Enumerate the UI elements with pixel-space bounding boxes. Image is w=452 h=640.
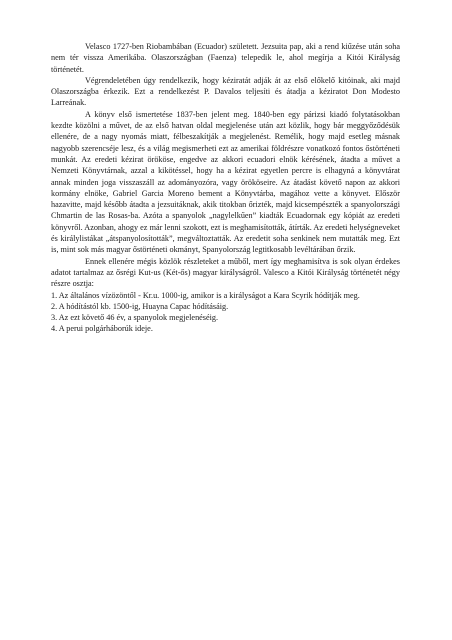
paragraph-book-history: A könyv első ismertetése 1837-ben jelent meg. 1840-ben egy párizsi kiadó folytatásokban kezdte közölni a művet, de az első hatvan oldal megjelenése után azt közlik, hogy bár meggyőződésük ellenére, de a nagy nyomás miatt, félbeszakítják a megjelenést. Remélik, hogy majd esetleg másnak nagyobb szerencséje lesz, és a világ megismerheti ezt az amerikai földrészre vonatkozó fontos őstörténeti munkát. Az eredeti kézirat örököse, engedve az akkori ecuadori elnök kérésének, átadta a művet a Nemzeti Könyvtárnak, azzal a kikötéssel, hogy ha a kézirat egyetlen percre is elhagyná a könyvtárat annak minden joga visszaszáll az adományozóra, vagy örököseire. Az átadást követő napon az akkori kormány elnöke, Gabriel Garcia Moreno bement a Könyvtárba, magához vette a könyvet. Először hazavitte, majd később átadta a jezsuitáknak, akik titokban őrizték, majd kicsempészték a spanyolországi Chmartin de las Rosas-ba. Azóta a spanyolok „nagylelkűen” kiadták Ecuadornak egy kópiát az eredeti könyvről. Azonban, ahogy ez már lenni szokott, ezt is meghamisították, átírták. Az eredeti helységneveket és királylistákat „átspanyolosították”, megváltoztatták. Az eredetit soha senkinek nem mutatták meg. Ezt is, mint sok más magyar őstörténeti okmányt, Spanyolország legtitkosabb levéltárában őrzik. xyxy=(51,109,400,255)
paragraph-four-parts-intro: Ennek ellenére mégis közlök részleteket a műből, mert így meghamisítva is sok olyan érdekes adatot tartalmaz az ősrégi Kut-us (Két-ős) magyar királyságról. Valesco a Kitói Királyság történetét négy részre osztja: xyxy=(51,256,400,289)
paragraph-testament: Végrendeletében úgy rendelkezik, hogy kéziratát adják át az első előkelő kitóinak, aki majd Olaszországba érkezik. Ezt a rendelkezést P. Davalos teljesíti és átadja a kéziratot Don Modesto Larreának. xyxy=(51,75,400,108)
list-item: 2. A hódítástól kb. 1500-ig, Huayna Capac hódításáig. xyxy=(51,301,229,311)
paragraph-velasco-birth: Velasco 1727-ben Riobambában (Ecuador) született. Jezsuita pap, aki a rend kiűzése után soha nem tér vissza Amerikába. Olaszországban (Faenza) telepedik le, ahol megírja a Kitói Királyság történetét. xyxy=(51,42,400,74)
list-item: 4. A perui polgárháborúk ideje. xyxy=(51,324,153,334)
list-item: 1. Az általános vízözöntől - Kr.u. 1000-ig, amikor is a királyságot a Kara Scyrik hódítják meg. xyxy=(51,290,360,300)
document-body xyxy=(51,41,400,335)
parts-list xyxy=(51,290,400,335)
list-item: 3. Az ezt követő 46 év, a spanyolok megjelenéséig. xyxy=(51,313,219,323)
